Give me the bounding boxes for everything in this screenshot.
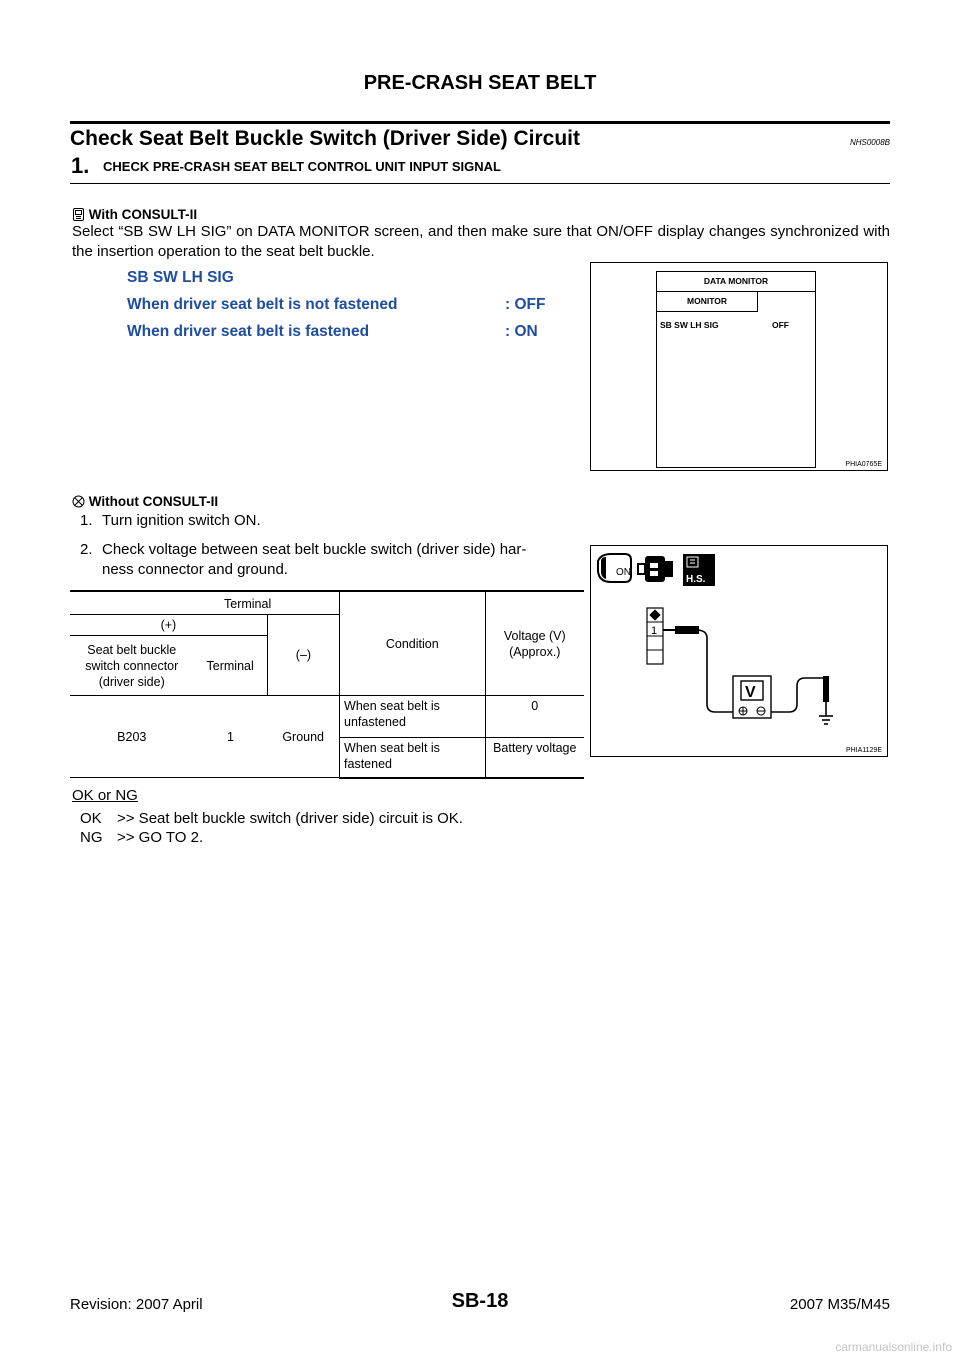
ground-symbol-icon xyxy=(819,716,833,724)
probe-tip xyxy=(675,626,699,634)
cell-voltage: 0 xyxy=(485,696,584,738)
connector-pin-label: 1 xyxy=(651,625,658,637)
without-consult-heading xyxy=(72,494,218,509)
data-monitor-screen xyxy=(656,271,816,468)
page-title: PRE-CRASH SEAT BELT xyxy=(363,72,597,94)
monitor-signal-name: SB SW LH SIG xyxy=(660,320,719,330)
ok-text: >> Seat belt buckle switch (driver side) circuit is OK. xyxy=(117,810,463,827)
wiring-diagram-figure xyxy=(590,545,888,757)
wiring-diagram xyxy=(591,546,887,756)
procedure-step xyxy=(80,511,261,531)
without-consult-label: Without CONSULT-II xyxy=(88,494,219,509)
figure-code: PHIA1129E xyxy=(845,747,882,754)
title-divider xyxy=(70,121,890,124)
section-heading: Check Seat Belt Buckle Switch (Driver Side) Circuit xyxy=(70,127,580,150)
spec-title: SB SW LH SIG xyxy=(127,269,234,286)
monitor-signal-value: OFF xyxy=(772,320,789,330)
figure-code: PHIA0765E xyxy=(845,461,882,468)
data-monitor-figure xyxy=(590,262,888,471)
ng-code: NG xyxy=(80,829,103,846)
model-label: 2007 M35/M45 xyxy=(789,1296,890,1313)
data-monitor-header: DATA MONITOR xyxy=(657,272,815,292)
monitor-column-header: MONITOR xyxy=(657,292,758,312)
hs-label: H.S. xyxy=(686,574,706,585)
header-voltage: Voltage (V) (Approx.) xyxy=(485,591,584,696)
step-text: Turn ignition switch ON. xyxy=(102,512,261,529)
cell-connector: B203 xyxy=(70,696,194,778)
voltmeter-icon xyxy=(733,676,771,718)
header-minus: (–) xyxy=(267,615,339,696)
connector-disconnect-icon xyxy=(638,556,673,582)
page-number: SB-18 xyxy=(451,1290,509,1312)
ok-code: OK xyxy=(80,810,102,827)
watermark: carmanualsonline.info xyxy=(835,1340,952,1354)
step-number: 1. xyxy=(71,153,90,178)
cell-condition: When seat belt is unfastened xyxy=(340,696,486,738)
table-row xyxy=(70,696,584,738)
step-num: 1. xyxy=(80,512,93,529)
spec-row xyxy=(127,318,538,345)
cell-terminal: 1 xyxy=(194,696,268,778)
no-consult-icon xyxy=(72,495,85,508)
spec-value: : OFF xyxy=(505,296,546,313)
header-condition: Condition xyxy=(340,591,486,696)
table-header-row xyxy=(70,591,584,615)
spec-label: When driver seat belt is not fastened xyxy=(127,296,398,313)
result-ng xyxy=(80,829,203,846)
consult-tester-icon xyxy=(72,208,85,221)
header-plus: (+) xyxy=(70,615,267,636)
cell-condition: When seat belt is fastened xyxy=(340,738,486,778)
header-terminal-sub: Terminal xyxy=(194,636,268,696)
spec-value: : ON xyxy=(505,323,538,340)
spec-row xyxy=(127,291,546,318)
header-terminal: Terminal xyxy=(70,591,340,615)
with-consult-description: Select “SB SW LH SIG” on DATA MONITOR screen, and then make sure that ON/OFF display changes synchronized with the insertion operation to the seat belt buckle. xyxy=(72,223,890,260)
revision-label: Revision: 2007 April xyxy=(70,1296,203,1313)
header-connector: Seat belt buckle switch connector (driver side) xyxy=(70,636,194,696)
with-consult-label: With CONSULT-II xyxy=(88,207,198,222)
section-code: NHS0008B xyxy=(849,138,890,147)
voltmeter-label: V xyxy=(745,684,756,701)
voltage-table xyxy=(70,590,584,779)
spec-label: When driver seat belt is fastened xyxy=(127,323,370,340)
harness-connector-icon xyxy=(647,608,663,664)
step-text: Check voltage between seat belt buckle switch (driver side) har- xyxy=(102,541,527,558)
step-title: CHECK PRE-CRASH SEAT BELT CONTROL UNIT INPUT SIGNAL xyxy=(103,159,501,174)
step-header xyxy=(70,153,890,184)
with-consult-heading xyxy=(72,207,197,222)
ignition-key-icon xyxy=(598,554,631,582)
result-heading: OK or NG xyxy=(72,787,138,804)
spec-list xyxy=(127,264,546,345)
result-ok xyxy=(80,810,463,827)
cell-voltage: Battery voltage xyxy=(485,738,584,778)
ng-text: >> GO TO 2. xyxy=(117,829,204,846)
step-num: 2. xyxy=(80,541,93,558)
ignition-label: ON xyxy=(616,567,631,578)
cell-ground: Ground xyxy=(267,696,339,778)
ground-probe xyxy=(823,676,829,702)
harness-side-icon xyxy=(683,554,715,586)
step-text-continued: ness connector and ground. xyxy=(102,561,288,578)
procedure-step xyxy=(80,540,554,580)
